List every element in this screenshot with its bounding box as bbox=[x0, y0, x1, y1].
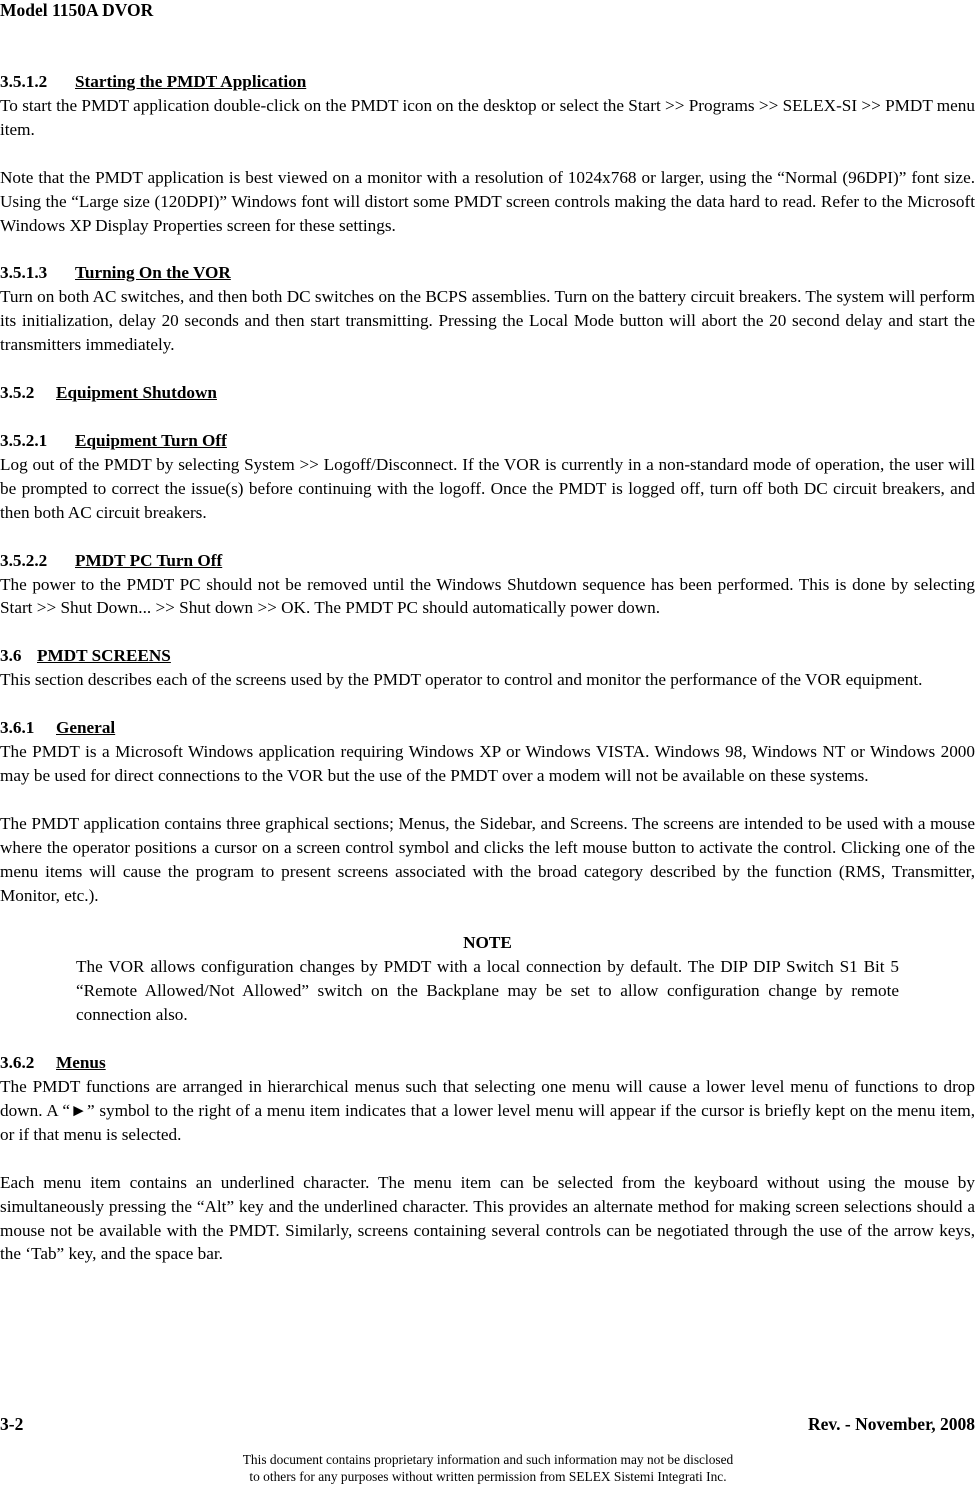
revision-date: Rev. - November, 2008 bbox=[807, 1414, 975, 1434]
section-heading bbox=[0, 70, 975, 94]
section-heading bbox=[0, 1051, 975, 1075]
disclaimer-line: to others for any purposes without written permission from SELEX Sistemi Integrati Inc. bbox=[249, 1469, 727, 1484]
disclaimer-line: This document contains proprietary information and such information may not be disclosed bbox=[242, 1452, 734, 1467]
section-number: 3.5.1.3 bbox=[0, 263, 48, 283]
section-number: 3.5.2.2 bbox=[0, 550, 48, 570]
paragraph: The PMDT is a Microsoft Windows application requiring Windows XP or Windows VISTA. Windows 98, Windows NT or Windows 2000 may be used for direct connections to the VOR but the use of the PMDT over a modem will not be available on these systems. bbox=[0, 742, 975, 785]
section-number: 3.6 bbox=[0, 646, 22, 666]
note-text: The VOR allows configuration changes by PMDT with a local connection by default. The DIP DIP Switch S1 Bit 5 “Remote Allowed/Not Allowed” switch on the Backplane may be set to allow configuration change by remote connection also. bbox=[76, 957, 899, 1025]
paragraph: Note that the PMDT application is best viewed on a monitor with a resolution of 1024x768 or larger, using the “Normal (96DPI)” font size. Using the “Large size (120DPI)” Windows font will distort some PMDT screen controls making the data hard to read. Refer to the Microsoft Windows XP Display Properties screen for these settings. bbox=[0, 167, 975, 235]
section-title: PMDT SCREENS bbox=[37, 646, 171, 666]
section-title: Equipment Shutdown bbox=[56, 383, 217, 403]
section-title: PMDT PC Turn Off bbox=[75, 550, 223, 570]
section-number: 3.5.1.2 bbox=[0, 72, 48, 91]
paragraph: To start the PMDT application double-click on the PMDT icon on the desktop or select the Start >> Programs >> SELEX-SI >> PMDT menu item. bbox=[0, 95, 975, 139]
paragraph: Each menu item contains an underlined character. The menu item can be selected from the keyboard without using the mouse by simultaneously pressing the “Alt” key and the underlined character. This provides an alternate method for making screen selections should a mouse not be available with the PMDT. Similarly, screens containing several controls can be negotiated through the use of the arrow keys, the ‘Tab” key, and the space bar. bbox=[0, 1172, 975, 1264]
section-title: Starting the PMDT Application bbox=[75, 72, 307, 91]
section-heading bbox=[0, 549, 975, 573]
section-title: General bbox=[56, 718, 116, 738]
section-heading bbox=[0, 261, 975, 285]
section-number: 3.6.1 bbox=[0, 718, 35, 738]
note-title: NOTE bbox=[463, 933, 512, 953]
section-title: Equipment Turn Off bbox=[75, 430, 227, 450]
section-heading bbox=[0, 716, 975, 740]
paragraph: This section describes each of the screens used by the PMDT operator to control and monitor the performance of the VOR equipment. bbox=[0, 670, 923, 690]
section-title: Menus bbox=[56, 1053, 106, 1073]
section-title: Turning On the VOR bbox=[75, 263, 231, 283]
paragraph: Turn on both AC switches, and then both DC switches on the BCPS assemblies. Turn on the battery circuit breakers. The system will perform its initialization, delay 20 seconds and then start transmitting. Pressing the Local Mode button will abort the 20 second delay and start the transmitters immediately. bbox=[0, 287, 975, 355]
section-heading bbox=[0, 381, 975, 405]
proprietary-notice bbox=[0, 1451, 976, 1485]
paragraph: Log out of the PMDT by selecting System >> Logoff/Disconnect. If the VOR is currently in a non-standard mode of operation, the user will be prompted to correct the issue(s) before continuing with the logoff. Once the PMDT is logged off, turn off both DC circuit breakers, and then both AC circuit breakers. bbox=[0, 454, 975, 522]
section-number: 3.5.2.1 bbox=[0, 430, 48, 450]
paragraph: The PMDT functions are arranged in hierarchical menus such that selecting one menu will cause a lower level menu of functions to drop down. A “►” symbol to the right of a menu item indicates that a lower level menu will appear if the cursor is briefly kept on the menu item, or if that menu is selected. bbox=[0, 1077, 975, 1144]
section-number: 3.5.2 bbox=[0, 383, 35, 403]
document-body bbox=[0, 70, 975, 1266]
paragraph: The power to the PMDT PC should not be removed until the Windows Shutdown sequence has been performed. This is done by selecting Start >> Shut Down... >> Shut down >> OK. The PMDT PC should automatically power down. bbox=[0, 574, 975, 618]
page-number: 3-2 bbox=[0, 1414, 24, 1434]
section-heading bbox=[0, 644, 975, 668]
section-number: 3.6.2 bbox=[0, 1053, 35, 1073]
running-header: Model 1150A DVOR bbox=[0, 0, 154, 20]
section-heading bbox=[0, 429, 975, 453]
paragraph: The PMDT application contains three graphical sections; Menus, the Sidebar, and Screens. The screens are intended to be used with a mouse where the operator positions a cursor on a screen control symbol and clicks the left mouse button to activate the control. Clicking one of the menu items will cause the program to present screens associated with the broad category described by the function (RMS, Transmitter, Monitor, etc.). bbox=[0, 813, 975, 905]
